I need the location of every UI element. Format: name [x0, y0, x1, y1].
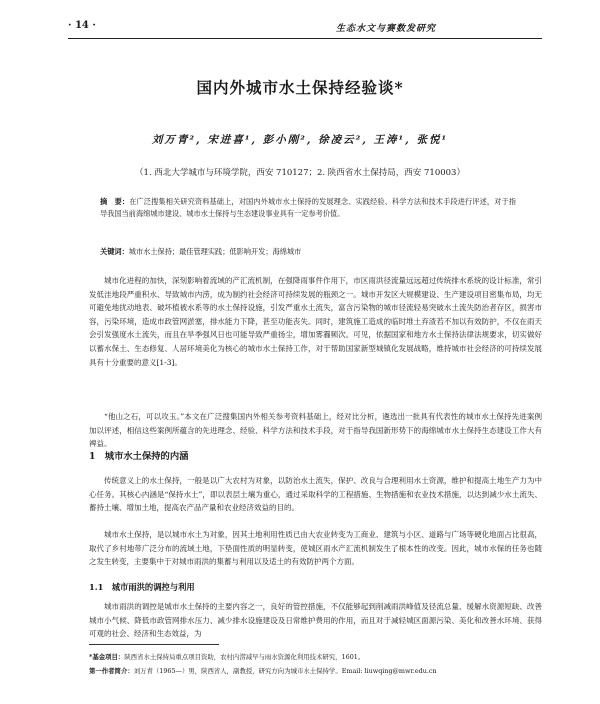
- article-title: 国内外城市水土保持经验谈*: [196, 78, 404, 97]
- footnote-author-text: 刘万青（1965—）男，陕西省人，副教授，研究方向为城市水土保持学。Email: liuwqing@mwr.edu.cn: [133, 667, 437, 675]
- abstract-text: 在广泛搜集相关研究资料基础上，对国内外城市水土保持的发展理念、实践经验、科学方法和技术手段进行评述，对于指导我国当前海绵城市建设、城市水土保持与生态建设事业具有一定参考价值。: [100, 197, 516, 218]
- footnote-author: [89, 666, 542, 676]
- running-header: [68, 16, 542, 39]
- page-number: · 14 ·: [68, 20, 96, 31]
- footnote-divider: [89, 644, 219, 645]
- footnote-fund: [89, 652, 542, 662]
- intro-paragraph-1: 城市化进程的加快，深刻影响着流域的产汇流机制，在强降雨事件作用下，市区雨洪径流量远远超过传统排水系统的设计标准，常引发低洼地段严重积水、导致城市内涝，成为制约社会经济可持续发展的瓶颈之一。城市开发区大规模建设、生产建设项目密集布局，均无可避免地扰动地表、破坏植被水系等的水土保持设施，引发严重水土流失，富含污染物的城市径流轻易突破水土流失防治者存区，损害市容，污染环境，造成市政管网淤塞，排水能力下降，甚至功能丧失。同时，建筑施工造成的临时堆土弃渣若不加以有效防护，不仅在雨天会引发强度水土流失，而且在旱季强风日也可能导致严重扬尘，增加雾霾频次。可见，依据国家和地方水土保持法律法规要求，切实做好以蓄水保土、生态修复、人居环境美化为核心的城市水土保持工作，对于帮助国家新型城镇化发展战略，维持城市社会经济的可持续发展具有十分重要的意义[1-3]。: [89, 276, 542, 367]
- paragraph-4: 城市水土保持，是以城市水土为对象，因其土地利用性质已由大农业转变为工商业、建筑与小区、道路与广场等硬化地面占比很高，取代了乡村地带广泛分布的流域土地，下垫面性质的明显转变，使城区雨水产汇流机制发生了根本性的改变。因此，城市水保的任务也随之发生转变，主要集中于对城市雨洪的集蓄与利用以及适土的有效防护两个方面。: [89, 530, 542, 567]
- section-heading-1-1: 1.1 城市雨洪的调控与利用: [89, 582, 195, 592]
- journal-name: 生态水文与赛数发研究: [336, 24, 437, 34]
- keywords-text: 城市水土保持；最佳管理实践；低影响开发；海绵城市: [128, 247, 302, 256]
- abstract-label: 摘 要：: [100, 197, 130, 206]
- author-list: 刘万青², 宋进喜¹, 彭小刚², 徐凌云², 王涛¹, 张悦¹: [151, 134, 449, 146]
- section-heading-1: 1 城市水土保持的内涵: [89, 451, 189, 462]
- keywords: [100, 246, 516, 257]
- paragraph-5: 城市雨洪的调控是城市水土保持的主要内容之一，良好的管控措施，不仅能够起到削减雨洪峰值及径流总量、缓解水资源短缺、改善城市小气候、降低市政管网排水压力、减少排水设施建设及日常维护费用的作用，而且对于减轻城区面源污染、美化和改善水环境、获得可观的社会、经济和生态效益，为: [89, 602, 542, 639]
- footnote-fund-label: *基金项目：: [89, 653, 125, 661]
- paragraph-3: 传统意义上的水土保持，一般是以广大农村为对象，以防治水土流失，保护、改良与合理利用水土资源，维护和提高土地生产力为中心任务。其核心内涵是“保持水土”，即以表层土壤为重心，通过采取科学的工程措施、生物措施和农业技术措施，以达到减少水土流失、蓄持土壤、增加土地，提高农产品产量和农业经济效益的目的。: [89, 476, 542, 513]
- abstract: [100, 196, 516, 219]
- footnote-fund-text: 陕西省水土保持局重点项目资助，农村内涝减早与雨水资源化利用技术研究，1601。: [124, 653, 365, 661]
- keywords-label: 关键词：: [100, 247, 129, 256]
- intro-paragraph-2: “他山之石，可以攻玉。”本文在广泛搜集国内外相关参考资料基础上，经对比分析，遴选出一批具有代表性的城市水土保持先进案例加以评述，相信这些案例所蕴含的先进理念、经验、科学方法和技术手段，对于指导我国新形势下的海绵城市水土保持生态建设工作大有裨益。: [89, 412, 542, 449]
- footnote-author-label: 第一作者简介：: [89, 667, 134, 675]
- affiliation: （1. 西北大学城市与环境学院，西安 710127；2. 陕西省水土保持局，西安 710003）: [135, 168, 465, 178]
